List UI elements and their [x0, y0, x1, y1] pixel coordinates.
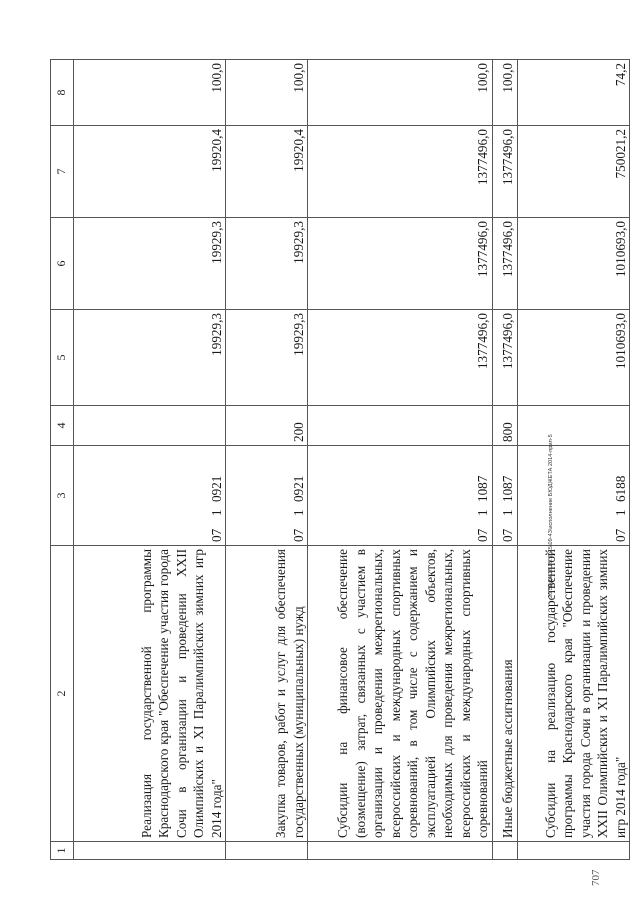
article-code: 6188 [612, 475, 628, 502]
code-cell [226, 446, 308, 546]
article-code: 1087 [475, 475, 491, 502]
table-row [74, 60, 226, 860]
table-row [226, 60, 308, 860]
description-cell: Реализация государственной программы Краснодарского края "Обеспечение участия города Сочи в организации и проведении XXII Олимпийских и XI Паралимпийских зимних игр 2014 года" [74, 546, 226, 842]
percent-cell: 74,2 [517, 60, 629, 126]
percent-cell: 100,0 [226, 60, 308, 126]
section-code: 07 [500, 528, 516, 542]
expense-type-cell [517, 406, 629, 446]
description-cell: Закупка товаров, работ и услуг для обеспечения государственных (муниципальных) нужд [226, 546, 308, 842]
section-code: 07 [475, 528, 491, 542]
header-cell: 8 [51, 60, 74, 126]
section-code: 07 [290, 528, 306, 542]
value-cell: 1377496,0 [308, 310, 493, 406]
row-index-cell [226, 842, 308, 860]
subsection-code: 1 [208, 509, 224, 516]
description-cell: Иные бюджетные ассигнования [492, 546, 517, 842]
expense-type-cell: 800 [492, 406, 517, 446]
value-cell: 19920,4 [226, 126, 308, 218]
expense-type-cell: 200 [226, 406, 308, 446]
section-code: 07 [612, 528, 628, 542]
page-number: 707 [590, 869, 602, 886]
code-cell [517, 446, 629, 546]
subsection-code: 1 [612, 509, 628, 516]
article-code: 0921 [208, 475, 224, 502]
rotated-sheet [50, 60, 630, 860]
header-cell: 3 [51, 446, 74, 546]
article-code: 0921 [290, 475, 306, 502]
header-cell: 6 [51, 218, 74, 310]
value-cell: 750021,2 [517, 126, 629, 218]
value-cell: 19920,4 [74, 126, 226, 218]
percent-cell: 100,0 [74, 60, 226, 126]
code-cell [308, 446, 493, 546]
code-cell [492, 446, 517, 546]
percent-cell: 100,0 [492, 60, 517, 126]
description-cell: Субсидии на финансовое обеспечение (возмещение) затрат, связанных с участием в организации и проведении межрегиональных, всероссийских и международных спортивных соревнований, в том числе с содержанием и эксплуатацией Олимпийских объектов, необходимых для проведения межрегиональных, всероссийских и международных спортивных соревнований [308, 546, 493, 842]
code-cell [74, 446, 226, 546]
row-index-cell [308, 842, 493, 860]
header-cell: 5 [51, 310, 74, 406]
header-cell: 4 [51, 406, 74, 446]
expense-type-cell [308, 406, 493, 446]
table-row [308, 60, 493, 860]
row-index-cell [74, 842, 226, 860]
value-cell: 19929,3 [226, 218, 308, 310]
value-cell: 1010693,0 [517, 310, 629, 406]
value-cell: 1010693,0 [517, 218, 629, 310]
article-code: 1087 [500, 475, 516, 502]
header-cell: 1 [51, 842, 74, 860]
budget-table [50, 59, 630, 860]
percent-cell: 100,0 [308, 60, 493, 126]
value-cell: 19929,3 [74, 310, 226, 406]
value-cell: 1377496,0 [308, 126, 493, 218]
value-cell: 1377496,0 [492, 218, 517, 310]
value-cell: 1377496,0 [308, 218, 493, 310]
row-index-cell [492, 842, 517, 860]
row-index-cell [517, 842, 629, 860]
subsection-code: 1 [500, 509, 516, 516]
subsection-code: 1 [290, 509, 306, 516]
file-path-footer: 20 ЗЕДА\18.05.2015\09-43\исполнение БЮДЖЕТА 2014-прил-5 [548, 434, 554, 598]
table-row [517, 60, 629, 860]
value-cell: 19929,3 [226, 310, 308, 406]
expense-type-cell [74, 406, 226, 446]
section-code: 07 [208, 528, 224, 542]
table-row [492, 60, 517, 860]
header-cell: 2 [51, 546, 74, 842]
header-cell: 7 [51, 126, 74, 218]
value-cell: 1377496,0 [492, 126, 517, 218]
header-row [51, 60, 74, 860]
value-cell: 19929,3 [74, 218, 226, 310]
value-cell: 1377496,0 [492, 310, 517, 406]
description-cell: Субсидии на реализацию государственной программы Краснодарского края "Обеспечение участия города Сочи в организации и проведении XXII Олимпийских и XI Паралимпийских зимних игр 2014 года" [517, 546, 629, 842]
subsection-code: 1 [475, 509, 491, 516]
